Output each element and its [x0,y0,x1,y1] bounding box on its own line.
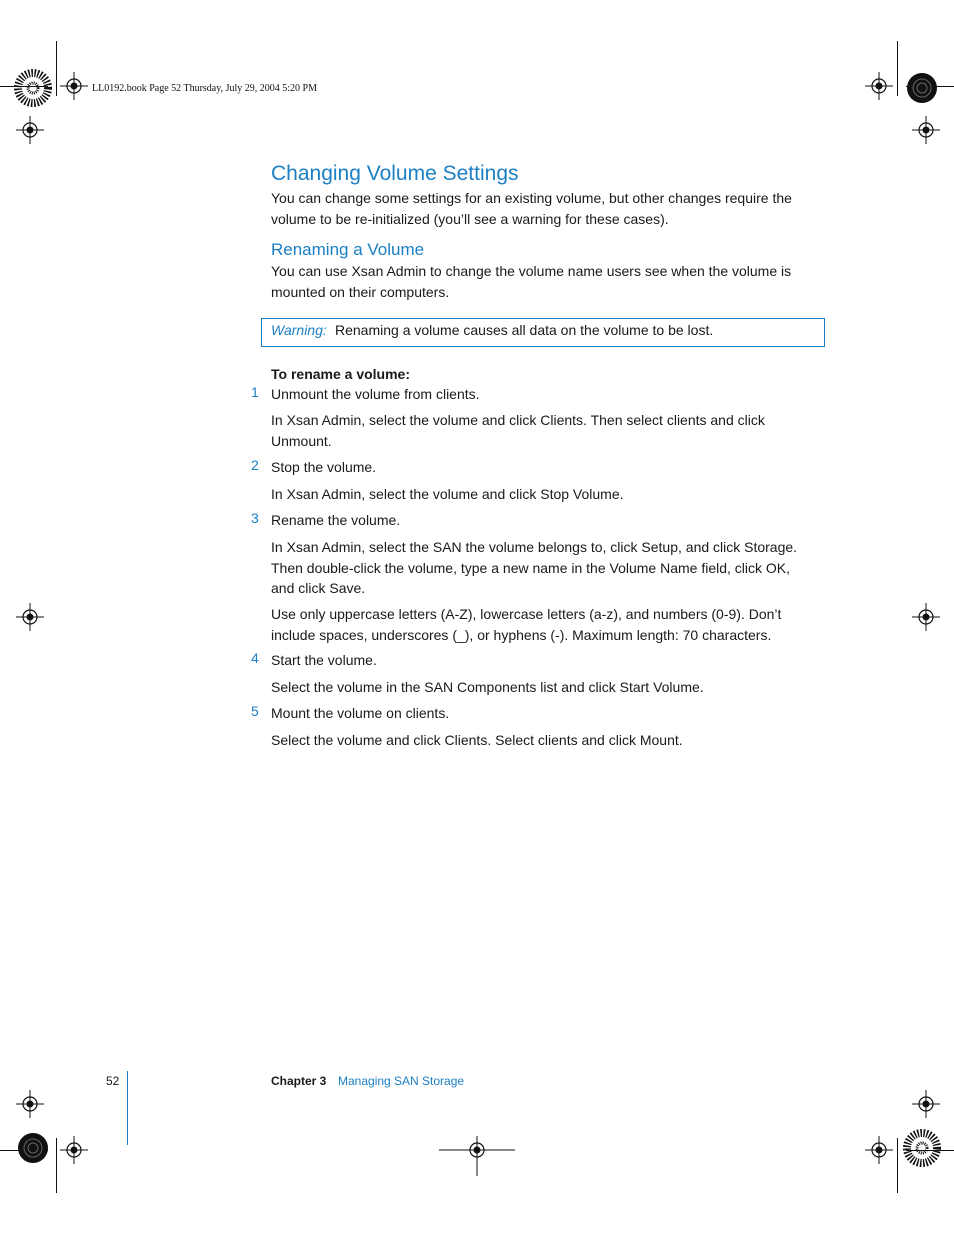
procedure-heading: To rename a volume: [271,366,411,382]
registration-target-icon [463,1136,491,1164]
footer-chapter-title: Managing SAN Storage [338,1074,465,1088]
starburst-mark-icon [17,1132,49,1164]
print-slug: LL0192.book Page 52 Thursday, July 29, 2004 5:20 PM [92,83,317,94]
warning-label: Warning: [271,322,327,338]
step-number: 4 [251,650,259,666]
step-number: 3 [251,510,259,526]
warning-text: Renaming a volume causes all data on the volume to be lost. [335,322,714,338]
footer-divider [127,1071,128,1145]
step-text: Start the volume. [271,652,377,668]
registration-target-icon [865,72,893,100]
step-text: Mount the volume on clients. [271,705,450,721]
registration-target-icon [912,603,940,631]
registration-target-icon [60,1136,88,1164]
subsection-intro: You can use Xsan Admin to change the volume name users see when the volume is mounted on their computers. [271,263,792,300]
subsection-title: Renaming a Volume [271,240,425,259]
registration-target-icon [865,1136,893,1164]
step-detail: In Xsan Admin, select the SAN the volume belongs to, click Setup, and click Storage. Then double-click the volume, type a new name in the Volume Name field, click OK, and click Save. [271,539,798,596]
step-number: 1 [251,384,259,400]
step-text: Stop the volume. [271,459,377,475]
section-intro: You can change some settings for an existing volume, but other changes require the volume to be re-initialized (you’ll see a warning for these cases). [271,190,792,227]
step-number: 2 [251,457,259,473]
section-title: Changing Volume Settings [271,162,519,185]
starburst-mark-icon [17,72,49,104]
step-text: Unmount the volume from clients. [271,386,480,402]
registration-target-icon [16,1090,44,1118]
step-detail: Use only uppercase letters (A-Z), lowercase letters (a-z), and numbers (0-9). Don’t include spaces, underscores (_), or hyphens (-). Maximum length: 70 characters. [271,606,782,643]
step-number: 5 [251,703,259,719]
page-number: 52 [106,1074,120,1088]
starburst-mark-icon [906,72,938,104]
step-detail: Select the volume in the SAN Components list and click Start Volume. [271,679,704,695]
step-text: Rename the volume. [271,512,401,528]
registration-target-icon [16,603,44,631]
registration-target-icon [16,116,44,144]
step-detail: In Xsan Admin, select the volume and click Clients. Then select clients and click Unmount. [271,412,765,449]
registration-target-icon [912,116,940,144]
registration-target-icon [912,1090,940,1118]
starburst-mark-icon [906,1132,938,1164]
footer-chapter-label: Chapter 3 [271,1074,327,1088]
step-detail: In Xsan Admin, select the volume and click Stop Volume. [271,486,624,502]
registration-target-icon [60,72,88,100]
step-detail: Select the volume and click Clients. Select clients and click Mount. [271,732,683,748]
